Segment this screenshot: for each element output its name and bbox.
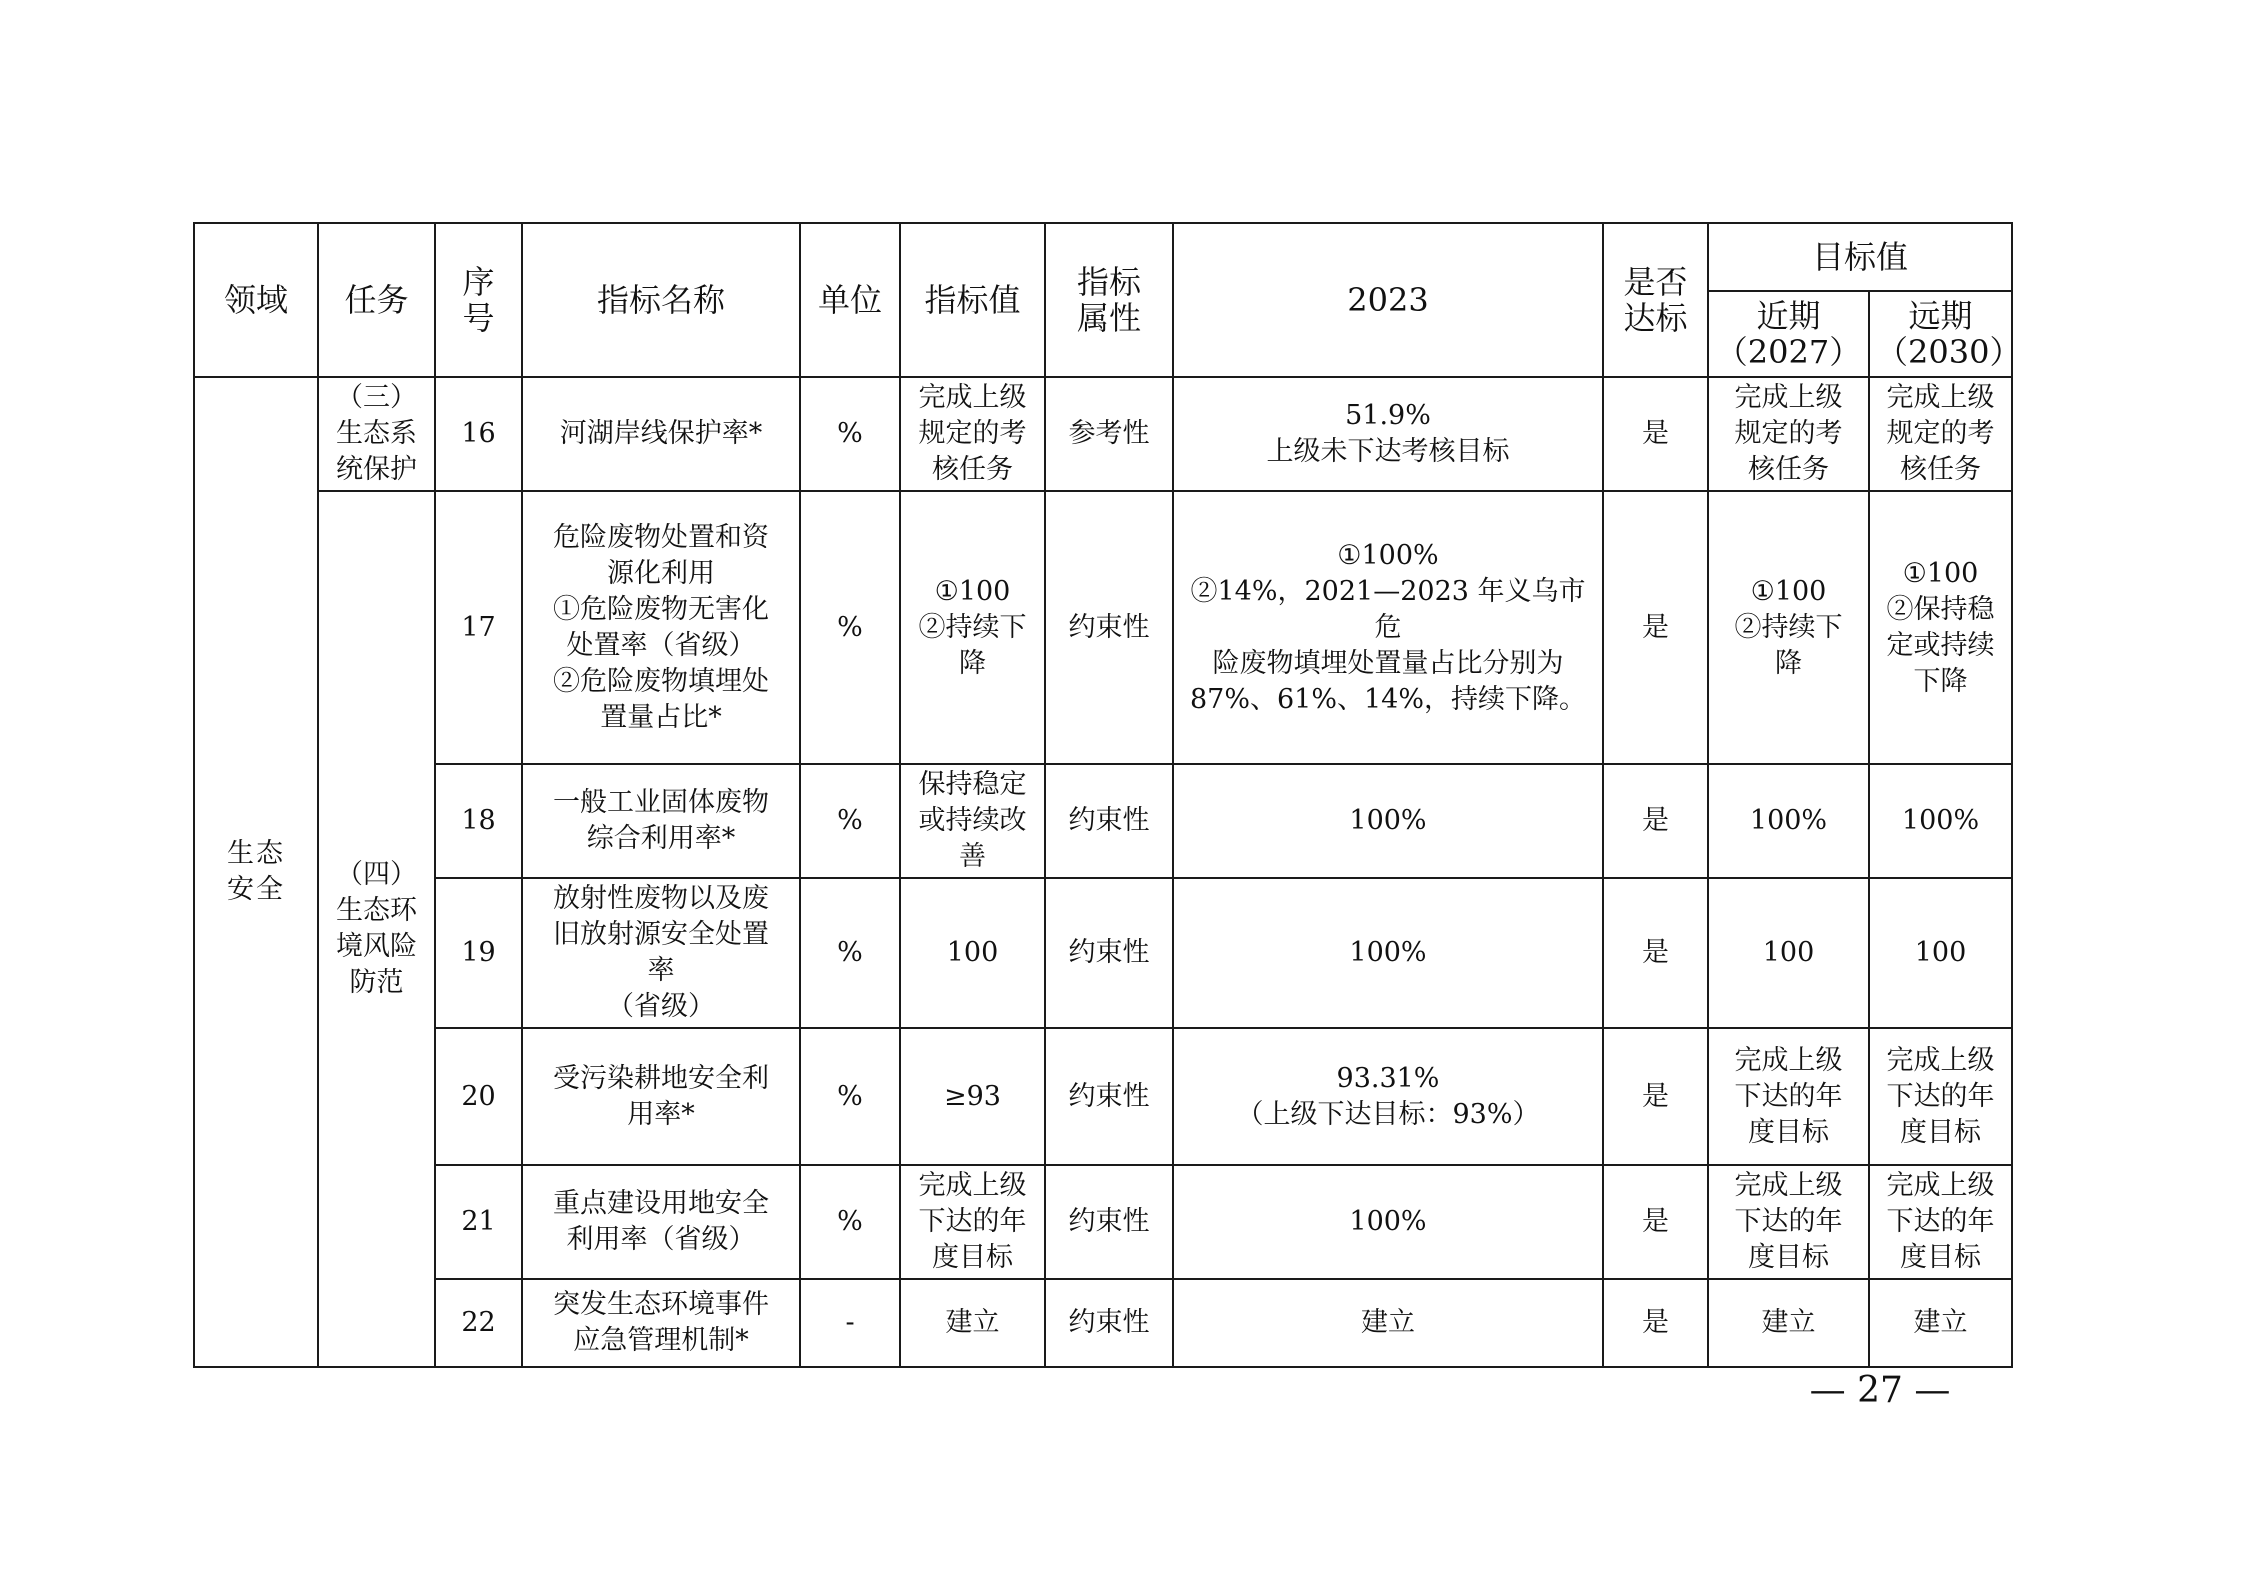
meet-cell: 是 [1603,377,1708,491]
header-attr: 指标 属性 [1045,223,1173,377]
value-cell: 建立 [900,1279,1045,1367]
name-cell: 受污染耕地安全利 用率* [522,1028,800,1165]
task-cell: （四） 生态环 境风险 防范 [318,491,435,1367]
year-cell: 100% [1173,764,1603,878]
table-row [194,491,2012,764]
seq-cell: 22 [435,1279,522,1367]
header-task: 任务 [318,223,435,377]
unit-cell: % [800,1165,900,1279]
seq-cell: 21 [435,1165,522,1279]
unit-cell: % [800,878,900,1028]
unit-cell: % [800,491,900,764]
seq-cell: 19 [435,878,522,1028]
header-near: 近期 （2027） [1708,291,1869,377]
year-cell: 51.9% 上级未下达考核目标 [1173,377,1603,491]
header-far: 远期 （2030） [1869,291,2012,377]
value-cell: ≥93 [900,1028,1045,1165]
far-cell: ①100 ②保持稳 定或持续 下降 [1869,491,2012,764]
indicator-table [193,222,2022,1368]
near-cell: 100% [1708,764,1869,878]
far-cell: 完成上级 下达的年 度目标 [1869,1028,2012,1165]
attr-cell: 参考性 [1045,377,1173,491]
attr-cell: 约束性 [1045,1165,1173,1279]
name-cell: 放射性废物以及废 旧放射源安全处置 率 （省级） [522,878,800,1028]
value-cell: 完成上级 下达的年 度目标 [900,1165,1045,1279]
unit-cell: % [800,764,900,878]
year-cell: 100% [1173,1165,1603,1279]
page-number: — 27 — [1809,1370,1951,1411]
meet-cell: 是 [1603,1165,1708,1279]
seq-cell: 17 [435,491,522,764]
header-unit: 单位 [800,223,900,377]
far-cell: 100 [1869,878,2012,1028]
attr-cell: 约束性 [1045,878,1173,1028]
table-row [194,1165,2012,1279]
far-cell: 建立 [1869,1279,2012,1367]
seq-cell: 18 [435,764,522,878]
value-cell: ①100 ②持续下 降 [900,491,1045,764]
near-cell: 完成上级 下达的年 度目标 [1708,1165,1869,1279]
table-row [194,377,2012,491]
name-cell: 重点建设用地安全 利用率（省级） [522,1165,800,1279]
seq-cell: 16 [435,377,522,491]
meet-cell: 是 [1603,1279,1708,1367]
header-target: 目标值 [1708,223,2012,291]
near-cell: 完成上级 规定的考 核任务 [1708,377,1869,491]
meet-cell: 是 [1603,764,1708,878]
far-cell: 完成上级 下达的年 度目标 [1869,1165,2012,1279]
table-row [194,764,2012,878]
near-cell: 100 [1708,878,1869,1028]
attr-cell: 约束性 [1045,1279,1173,1367]
name-cell: 一般工业固体废物 综合利用率* [522,764,800,878]
header-meet: 是否 达标 [1603,223,1708,377]
name-cell: 危险废物处置和资 源化利用 ①危险废物无害化 处置率（省级） ②危险废物填埋处 置量占比* [522,491,800,764]
table-row [194,1028,2012,1165]
unit-cell: - [800,1279,900,1367]
meet-cell: 是 [1603,1028,1708,1165]
header-seq: 序 号 [435,223,522,377]
near-cell: 建立 [1708,1279,1869,1367]
year-cell: 建立 [1173,1279,1603,1367]
table-row [194,1279,2012,1367]
near-cell: 完成上级 下达的年 度目标 [1708,1028,1869,1165]
table-row [194,878,2012,1028]
attr-cell: 约束性 [1045,764,1173,878]
far-cell: 100% [1869,764,2012,878]
domain-cell: 生态 安全 [194,377,318,1367]
year-cell: 93.31% （上级下达目标：93%） [1173,1028,1603,1165]
unit-cell: % [800,377,900,491]
meet-cell: 是 [1603,878,1708,1028]
meet-cell: 是 [1603,491,1708,764]
attr-cell: 约束性 [1045,491,1173,764]
header-name: 指标名称 [522,223,800,377]
header-value: 指标值 [900,223,1045,377]
header-year: 2023 [1173,223,1603,377]
name-cell: 河湖岸线保护率* [522,377,800,491]
far-cell: 完成上级 规定的考 核任务 [1869,377,2012,491]
name-cell: 突发生态环境事件 应急管理机制* [522,1279,800,1367]
year-cell: ①100% ②14%，2021—2023 年义乌市危 险废物填埋处置量占比分别为 87%、61%、14%，持续下降。 [1173,491,1603,764]
value-cell: 完成上级 规定的考 核任务 [900,377,1045,491]
task-cell: （三） 生态系 统保护 [318,377,435,491]
value-cell: 100 [900,878,1045,1028]
unit-cell: % [800,1028,900,1165]
seq-cell: 20 [435,1028,522,1165]
header-domain: 领域 [194,223,318,377]
near-cell: ①100 ②持续下 降 [1708,491,1869,764]
year-cell: 100% [1173,878,1603,1028]
value-cell: 保持稳定 或持续改 善 [900,764,1045,878]
attr-cell: 约束性 [1045,1028,1173,1165]
